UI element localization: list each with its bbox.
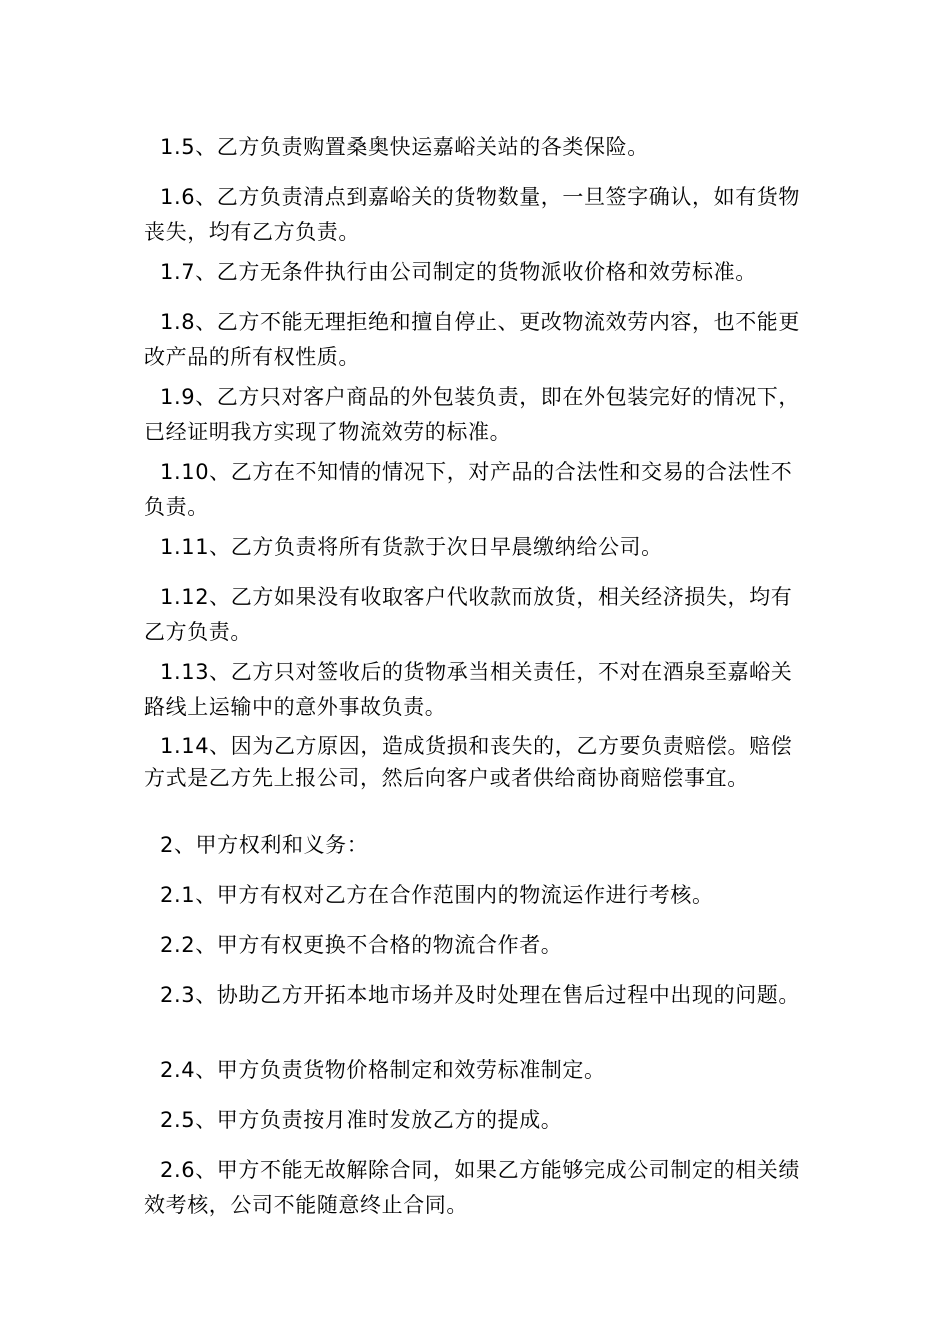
clause-2-3: 2.3、协助乙方开拓本地市场并及时处理在售后过程中出现的问题。: [160, 983, 800, 1007]
clause-2-4: 2.4、甲方负责货物价格制定和效劳标准制定。: [160, 1058, 606, 1082]
clause-2-2: 2.2、甲方有权更换不合格的物流合作者。: [160, 933, 563, 957]
clause-2-6: 2.6、甲方不能无故解除合同，如果乙方能够完成公司制定的相关绩效考核，公司不能随意终止合同。: [144, 1158, 800, 1217]
clause-1-8: 1.8、乙方不能无理拒绝和擅自停止、更改物流效劳内容，也不能更改产品的所有权性质。: [144, 310, 800, 369]
clause-1-13: 1.13、乙方只对签收后的货物承当相关责任，不对在酒泉至嘉峪关路线上运输中的意外事故负责。: [144, 660, 793, 719]
clause-1-10: 1.10、乙方在不知情的情况下，对产品的合法性和交易的合法性不负责。: [144, 460, 793, 519]
clause-1-6: 1.6、乙方负责清点到嘉峪关的货物数量，一旦签字确认，如有货物丧失，均有乙方负责。: [144, 185, 800, 244]
clause-2-5: 2.5、甲方负责按月准时发放乙方的提成。: [160, 1108, 563, 1132]
section-2-heading: 2、甲方权利和义务：: [160, 833, 369, 857]
clause-1-11: 1.11、乙方负责将所有货款于次日早晨缴纳给公司。: [160, 535, 663, 559]
clause-2-1: 2.1、甲方有权对乙方在合作范围内的物流运作进行考核。: [160, 883, 714, 907]
clause-1-9: 1.9、乙方只对客户商品的外包装负责，即在外包装完好的情况下，已经证明我方实现了物流效劳的标准。: [144, 385, 800, 444]
clause-1-12: 1.12、乙方如果没有收取客户代收款而放货，相关经济损失，均有乙方负责。: [144, 585, 793, 644]
clause-1-14: 1.14、因为乙方原因，造成货损和丧失的，乙方要负责赔偿。赔偿方式是乙方先上报公司，然后向客户或者供给商协商赔偿事宜。: [144, 734, 793, 790]
clause-1-7: 1.7、乙方无条件执行由公司制定的货物派收价格和效劳标准。: [160, 260, 757, 284]
clause-1-5: 1.5、乙方负责购置桑奥快运嘉峪关站的各类保险。: [160, 135, 649, 159]
